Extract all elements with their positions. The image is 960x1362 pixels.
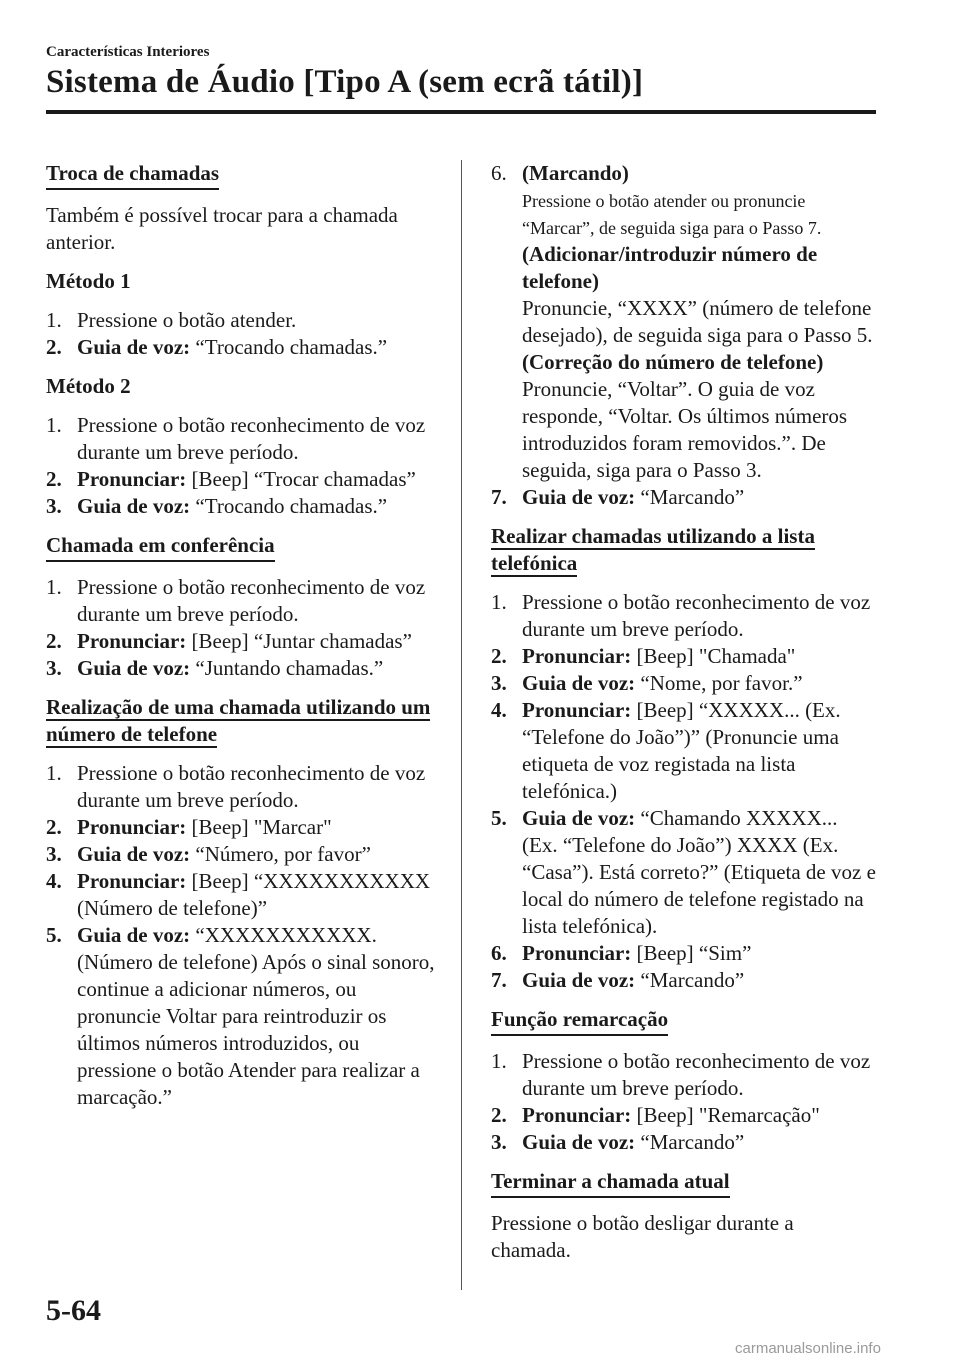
list-item: 2. Pronunciar: [Beep] "Chamada" <box>491 644 796 668</box>
heading-lista: Realizar chamadas utilizando a lista telefónica <box>491 524 815 575</box>
heading-troca: Troca de chamadas <box>46 160 219 190</box>
troca-intro: Também é possível trocar para a chamada anterior. <box>46 203 398 254</box>
numero-steps-cont <box>491 160 876 511</box>
method-1-steps <box>46 307 441 361</box>
list-item: 1. Pressione o botão reconhecimento de voz durante um breve período. <box>491 1049 871 1100</box>
list-item: 3. Guia de voz: “Juntando chamadas.” <box>46 656 384 680</box>
list-item: 2. Pronunciar: [Beep] "Remarcação" <box>491 1103 820 1127</box>
list-item: 1. Pressione o botão reconhecimento de voz durante um breve período. <box>491 590 871 641</box>
heading-numero-block <box>46 694 441 748</box>
watermark: carmanualsonline.info <box>735 1340 881 1357</box>
list-item: 7. Guia de voz: “Marcando” <box>491 485 745 509</box>
list-item: 2. Pronunciar: [Beep] “Juntar chamadas” <box>46 629 412 653</box>
left-column <box>46 160 441 1123</box>
list-item: 1. Pressione o botão atender. <box>46 308 297 332</box>
header-rule <box>46 110 876 114</box>
right-column <box>491 160 876 1276</box>
heading-terminar: Terminar a chamada atual <box>491 1168 730 1198</box>
list-item: 6. (Marcando) Pressione o botão atender ou pronuncie “Marcar”, de seguida siga para o Passo 7. (Adicionar/introduzir número de telefone) Pronuncie, “XXXX” (número de telefone desejado), de seguida siga para o Passo 5. (Correção do número de telefone) Pronuncie, “Voltar”. O guia de voz responde, “Voltar. Os últimos números introduzidos foram removidos.”. De seguida, siga para o Passo 3. <box>491 161 873 482</box>
list-item: 4. Pronunciar: [Beep] “XXXXX... (Ex. “Telefone do João”)” (Pronuncie uma etiqueta de voz registada na lista telefónica.) <box>491 698 841 803</box>
terminar-text: Pressione o botão desligar durante a chamada. <box>491 1211 794 1262</box>
header-section: Características Interiores <box>46 44 210 60</box>
page-number: 5-64 <box>46 1294 101 1327</box>
remarcacao-steps <box>491 1048 876 1156</box>
list-item: 2. Pronunciar: [Beep] “Trocar chamadas” <box>46 467 416 491</box>
list-item: 5. Guia de voz: “XXXXXXXXXXX. (Número de telefone) Após o sinal sonoro, continue a adicionar números, ou pronuncie Voltar para reintroduzir os últimos números introduzidos, ou pressione o botão Atender para realizar a marcação.” <box>46 923 435 1109</box>
numero-steps <box>46 760 441 1111</box>
heading-remarcacao: Função remarcação <box>491 1006 668 1036</box>
method-1-title: Método 1 <box>46 269 131 293</box>
method-2-title: Método 2 <box>46 374 131 398</box>
list-item: 1. Pressione o botão reconhecimento de voz durante um breve período. <box>46 575 426 626</box>
list-item: 7. Guia de voz: “Marcando” <box>491 968 745 992</box>
conferencia-steps <box>46 574 441 682</box>
list-item: 5. Guia de voz: “Chamando XXXXX... (Ex. “Telefone do João”) XXXX (Ex. “Casa”). Está correto?” (Etiqueta de voz e local do número de telefone registado na lista telefónica). <box>491 806 876 938</box>
heading-lista-block <box>491 523 876 577</box>
list-item: 4. Pronunciar: [Beep] “XXXXXXXXXXX (Número de telefone)” <box>46 869 431 920</box>
list-item: 1. Pressione o botão reconhecimento de voz durante um breve período. <box>46 413 426 464</box>
list-item: 3. Guia de voz: “Nome, por favor.” <box>491 671 803 695</box>
page-title: Sistema de Áudio [Tipo A (sem ecrã tátil)] <box>46 64 644 100</box>
list-item: 6. Pronunciar: [Beep] “Sim” <box>491 941 752 965</box>
lista-steps <box>491 589 876 994</box>
list-item: 3. Guia de voz: “Marcando” <box>491 1130 745 1154</box>
column-divider <box>461 160 462 1290</box>
list-item: 2. Pronunciar: [Beep] "Marcar" <box>46 815 332 839</box>
list-item: 3. Guia de voz: “Trocando chamadas.” <box>46 494 388 518</box>
list-item: 1. Pressione o botão reconhecimento de voz durante um breve período. <box>46 761 426 812</box>
list-item: 3. Guia de voz: “Número, por favor” <box>46 842 371 866</box>
list-item: 2. Guia de voz: “Trocando chamadas.” <box>46 335 388 359</box>
heading-conferencia: Chamada em conferência <box>46 532 275 562</box>
method-2-steps <box>46 412 441 520</box>
heading-numero: Realização de uma chamada utilizando um número de telefone <box>46 695 431 746</box>
